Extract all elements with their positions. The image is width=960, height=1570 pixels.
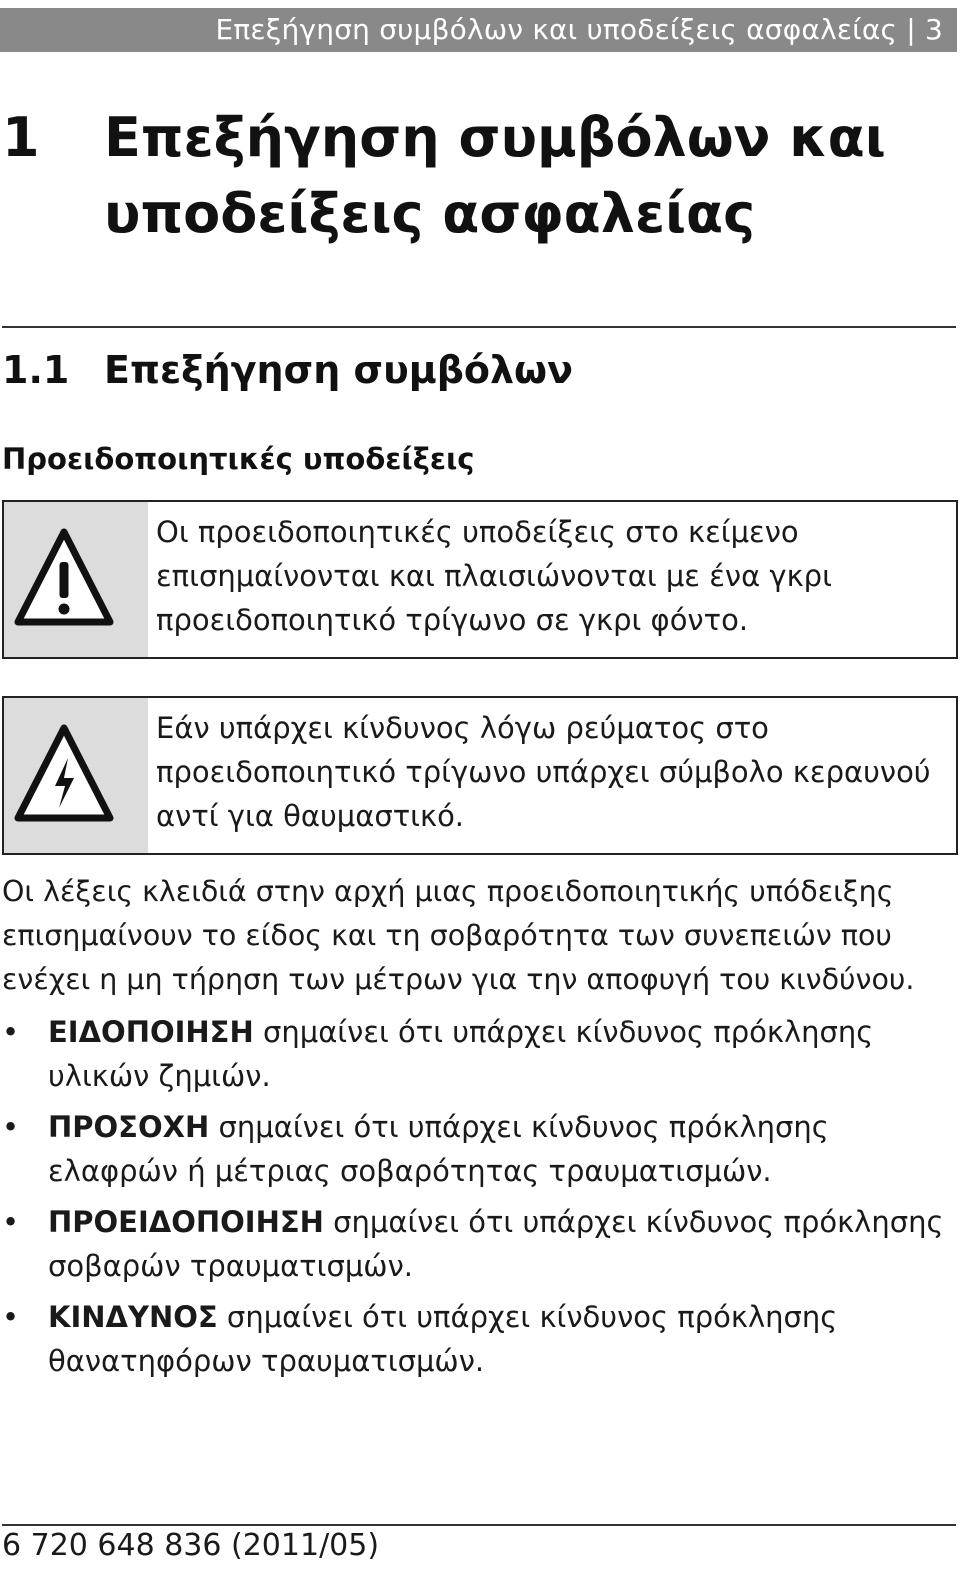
- warning-box-general: [2, 500, 958, 659]
- signal-word-description: σημαίνει ότι υπάρχει κίνδυνος πρόκλησης ελαφρών ή μέτριας σοβαρότητας τραυματισμών.: [48, 1110, 829, 1188]
- section-divider: [2, 326, 956, 328]
- bullet: •: [2, 1205, 20, 1239]
- list-item: [0, 1295, 948, 1383]
- warning-icon-cell: [4, 698, 148, 853]
- signal-word: ΠΡΟΕΙΔΟΠΟΙΗΣΗ: [48, 1205, 324, 1239]
- bullet: •: [2, 1015, 20, 1049]
- signal-word: ΕΙΔΟΠΟΙΗΣΗ: [48, 1015, 254, 1049]
- signal-word: ΚΙΝΔΥΝΟΣ: [48, 1300, 218, 1334]
- footer-divider: [2, 1524, 956, 1526]
- signal-word-description: σημαίνει ότι υπάρχει κίνδυνος πρόκλησης θανατηφόρων τραυματισμών.: [48, 1300, 838, 1378]
- section-number: 1.1: [2, 348, 70, 392]
- signal-words-list: [0, 1010, 960, 1390]
- warning-lightning-icon: [12, 720, 116, 828]
- warning-box-text: Εάν υπάρχει κίνδυνος λόγω ρεύματος στο προειδοποιητικό τρίγωνο υπάρχει σύμβολο κεραυνού αντί για θαυμαστικό.: [156, 711, 931, 833]
- bullet: •: [2, 1300, 20, 1334]
- chapter-title: Επεξήγηση συμβόλων και υποδείξεις ασφαλείας: [104, 106, 886, 245]
- footer-doc-number: 6 720 648 836 (2011/05): [2, 1528, 380, 1563]
- warning-exclamation-icon: [12, 524, 116, 632]
- bullet: •: [2, 1110, 20, 1144]
- warning-icon-cell: [4, 502, 148, 657]
- section-title: Επεξήγηση συμβόλων: [104, 348, 573, 392]
- signal-word: ΠΡΟΣΟΧΗ: [48, 1110, 210, 1144]
- warning-box-electrical: [2, 696, 958, 855]
- running-header: Επεξήγηση συμβόλων και υποδείξεις ασφαλείας | 3: [0, 8, 957, 52]
- signal-word-description: σημαίνει ότι υπάρχει κίνδυνος πρόκλησης υλικών ζημιών.: [48, 1015, 874, 1093]
- chapter-number: 1: [2, 106, 40, 169]
- list-item: [0, 1105, 948, 1193]
- signal-words-intro: Οι λέξεις κλειδιά στην αρχή μιας προειδοποιητικής υπόδειξης επισημαίνουν το είδος και τη σοβαρότητα των συνεπειών που ενέχει η μη τήρηση των μέτρων για την αποφυγή του κινδύνου.: [2, 875, 915, 996]
- signal-word-description: σημαίνει ότι υπάρχει κίνδυνος πρόκλησης σοβαρών τραυματισμών.: [48, 1205, 944, 1283]
- warning-box-text: Οι προειδοποιητικές υποδείξεις στο κείμενο επισημαίνονται και πλαισιώνονται με ένα γκρι προειδοποιητικό τρίγωνο σε γκρι φόντο.: [156, 515, 832, 637]
- list-item: [0, 1200, 948, 1288]
- subheading: Προειδοποιητικές υποδείξεις: [2, 442, 475, 476]
- list-item: [0, 1010, 948, 1098]
